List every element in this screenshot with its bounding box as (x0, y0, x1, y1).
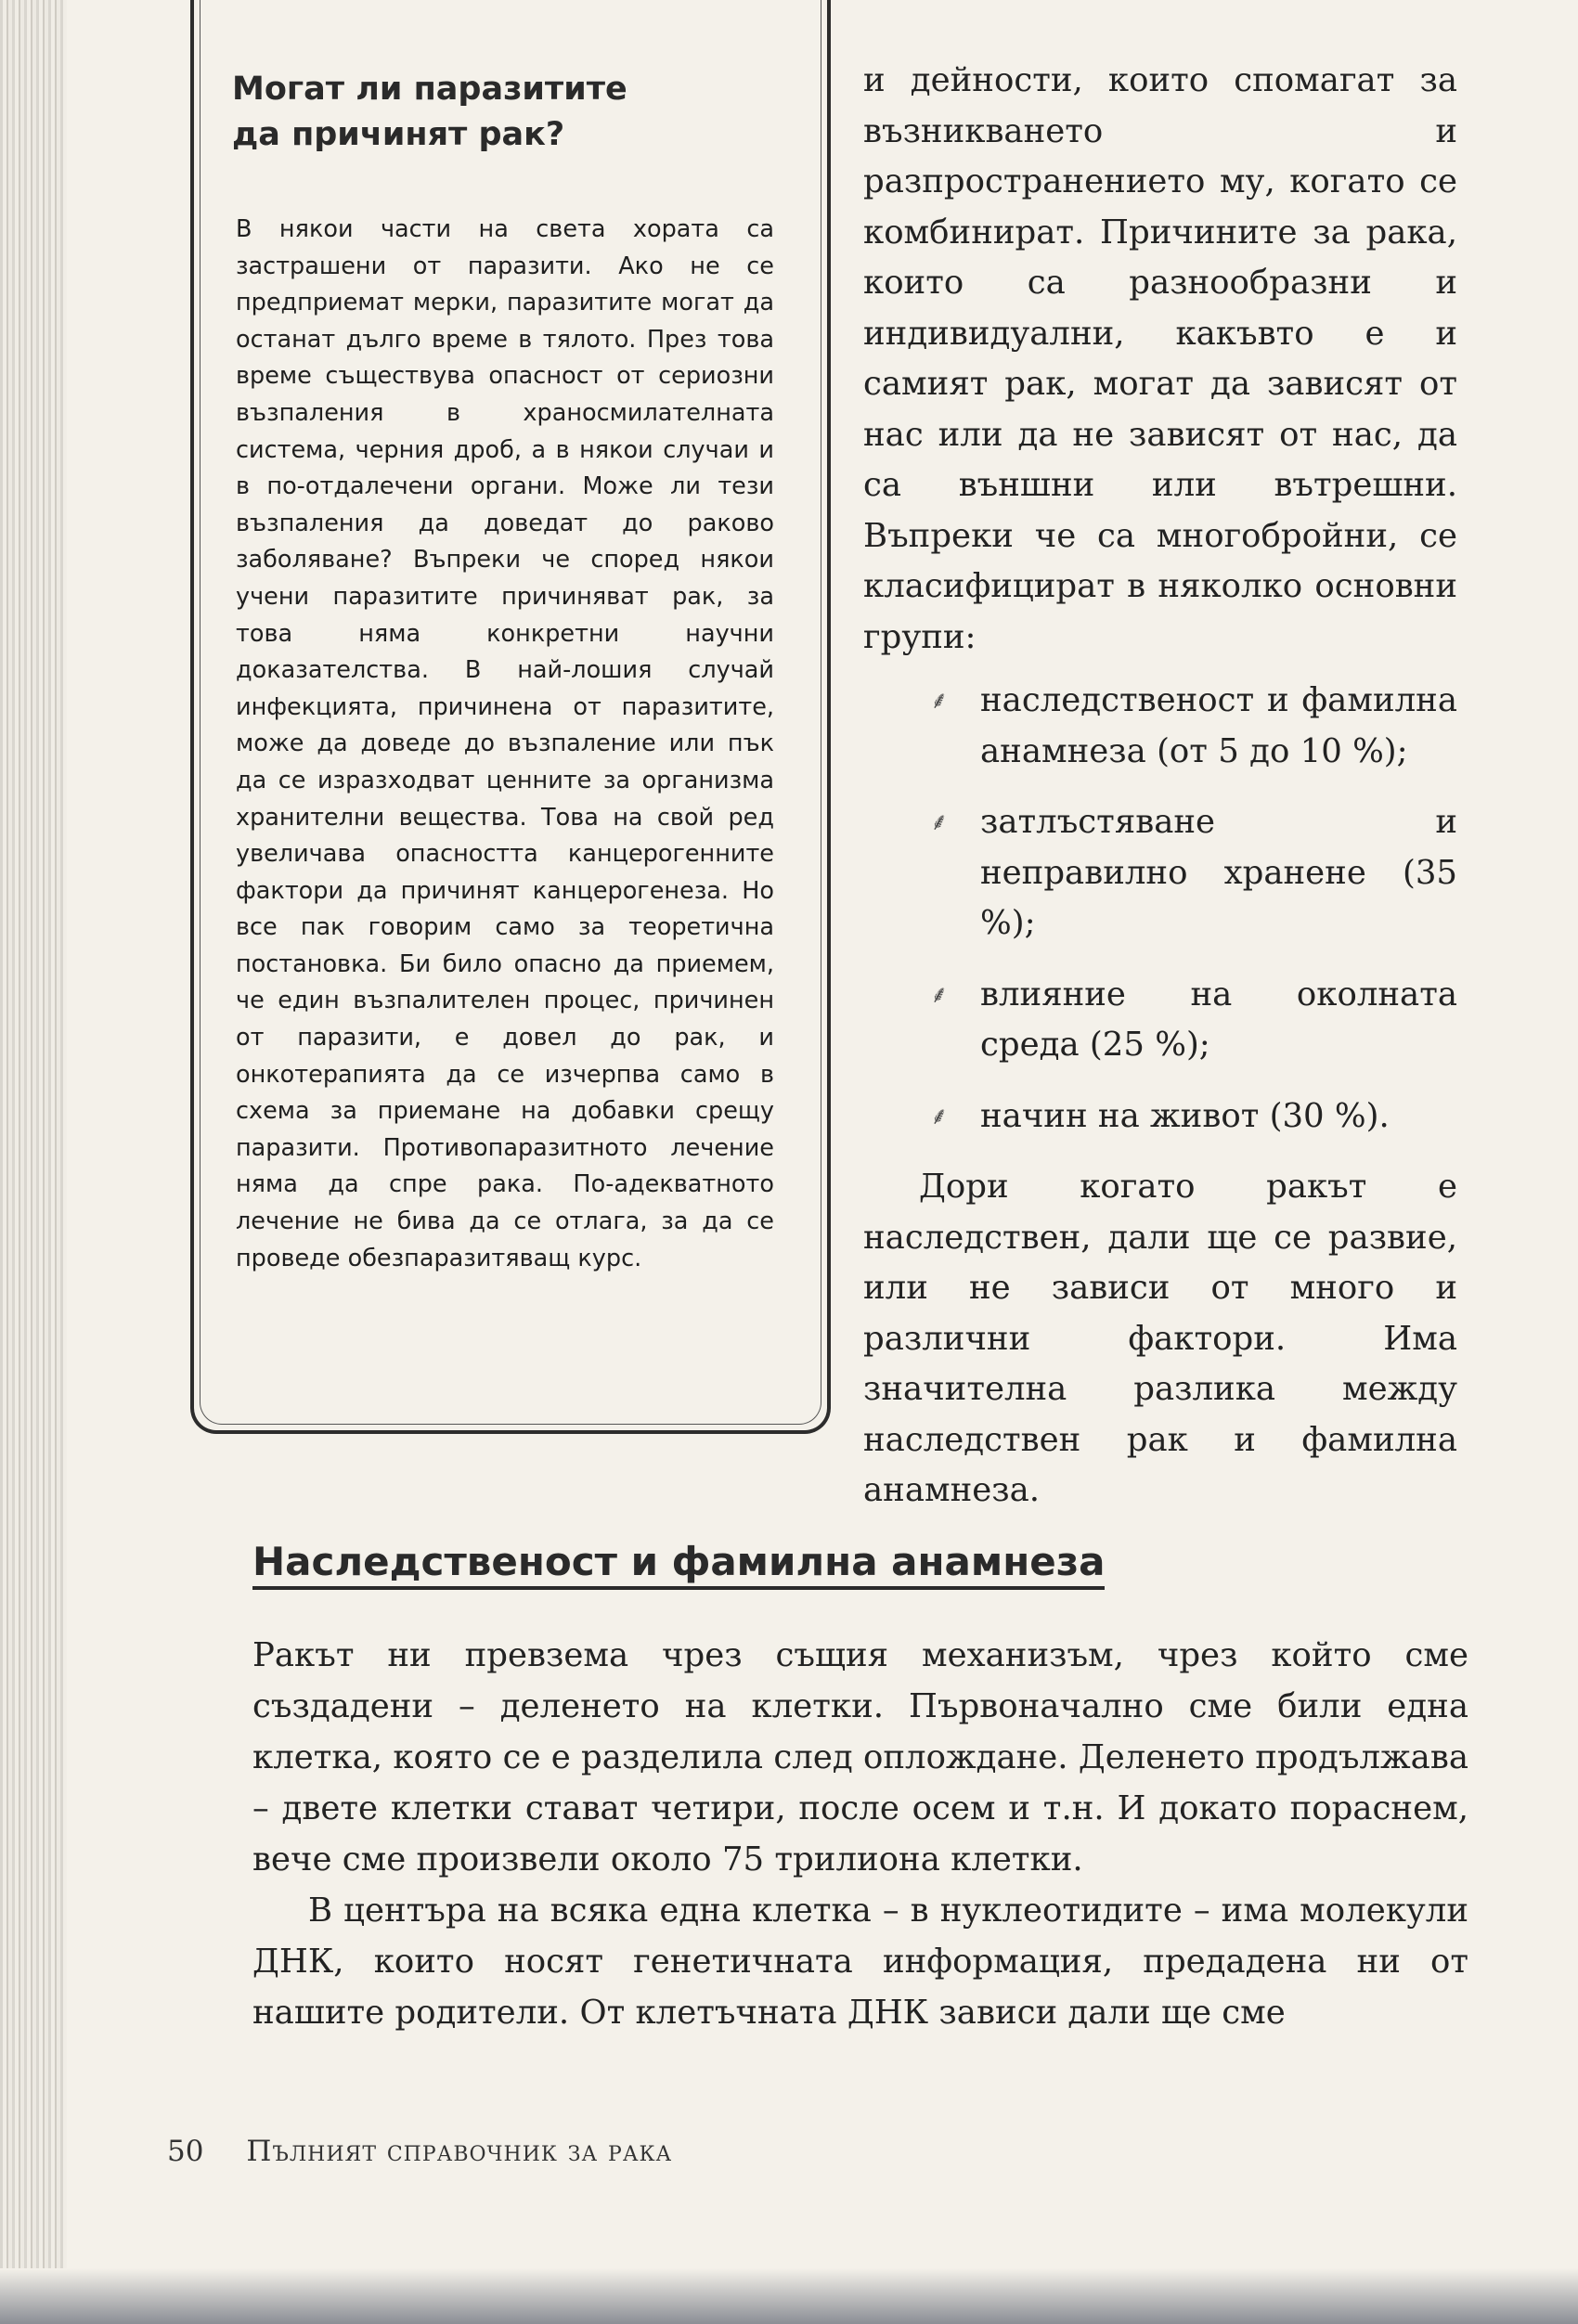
paragraph: В центъра на всяка една клетка – в нуклеотидите – има молекули ДНК, които носят генетичната информация, предадена ни от нашите родители. От клетъчната ДНК зависи дали ще сме (252, 1891, 1468, 2032)
decorative-flourish-icon: ⸙ (930, 687, 949, 715)
list-item (863, 1091, 1457, 1143)
paragraph: Ракът ни превзема чрез същия механизъм, чрез който сме създадени – деленето на клетки. Първоначално сме били една клетка, която се е разделила след оплождане. Деленето продължава – двете клетки стават четири, после осем и т.н. И докато пораснем, вече сме произвели около 75 трилиона клетки. (252, 1636, 1468, 1879)
sidebar-title: Могат ли паразитите да причинят рак? (232, 71, 627, 153)
right-column (863, 56, 1457, 1517)
scan-bottom-shadow (0, 2268, 1578, 2324)
right-column-outro: Дори когато ракът е наследствен, дали ще се развие, или не зависи от много и различни фактори. Има значителна разлика между наследствен рак и фамилна анамнеза. (863, 1168, 1457, 1509)
list-item-text: наследственост и фамилна анамнеза (от 5 до 10 %); (980, 681, 1457, 770)
right-column-intro: и дейности, които спомагат за възникването и разпространението му, когато се комбинират. Причините за рака, които са разнообразни и индивидуални, какъвто е и самият рак, могат да зависят от нас или да не зависят от нас, да са външни или вътрешни. Въпреки че са многобройни, се класифицират в няколко основни групи: (863, 61, 1457, 656)
list-item (863, 970, 1457, 1071)
page-footer (167, 2135, 672, 2168)
decorative-flourish-icon: ⸙ (930, 1102, 949, 1130)
section-heading: Наследственост и фамилна анамнеза (252, 1539, 1105, 1590)
decorative-flourish-icon: ⸙ (930, 808, 949, 836)
list-item (863, 676, 1457, 777)
running-title: Пълният справочник за рака (246, 2135, 673, 2168)
book-page-edges (0, 0, 67, 2324)
sidebar-body-text: В някои части на света хората са застрашени от паразити. Ако не се предприемат мерки, паразитите могат да останат дълго време в тялото. През това време съществува опасност от сериозни възпаления в храносмилателната система, черния дроб, а в някои случаи и в по-отдалечени органи. Може ли тези възпаления да доведат до раково заболяване? Въпреки че според някои учени паразитите причиняват рак, за това няма конкретни научни доказателства. В най-лошия случай инфекцията, причинена от паразитите, може да доведе до възпаление или пък да се изразходват ценните за организма хранителни вещества. Това на свой ред увеличава опасността канцерогенните фактори да причинят канцерогенеза. Но все пак говорим само за теоретична постановка. Би било опасно да приемем, че един възпалителен процес, причинен от паразити, е довел до рак, и онкотерапията да се изчерпва само в схема за приемане на добавки срещу паразити. Противопаразитното лечение няма да спре рака. По-адекватното лечение не бива да се отлага, за да се проведе обезпаразитяващ курс. (236, 215, 774, 1272)
list-item-text: влияние на околната среда (25 %); (980, 975, 1457, 1064)
list-item-text: начин на живот (30 %). (980, 1096, 1390, 1135)
main-body-text (252, 1630, 1468, 2038)
list-item (863, 797, 1457, 949)
page-number: 50 (167, 2135, 204, 2168)
decorative-flourish-icon: ⸙ (930, 980, 949, 1009)
list-item-text: затлъстяване и неправилно хранене (35 %); (980, 803, 1457, 942)
causes-list (863, 676, 1457, 1142)
